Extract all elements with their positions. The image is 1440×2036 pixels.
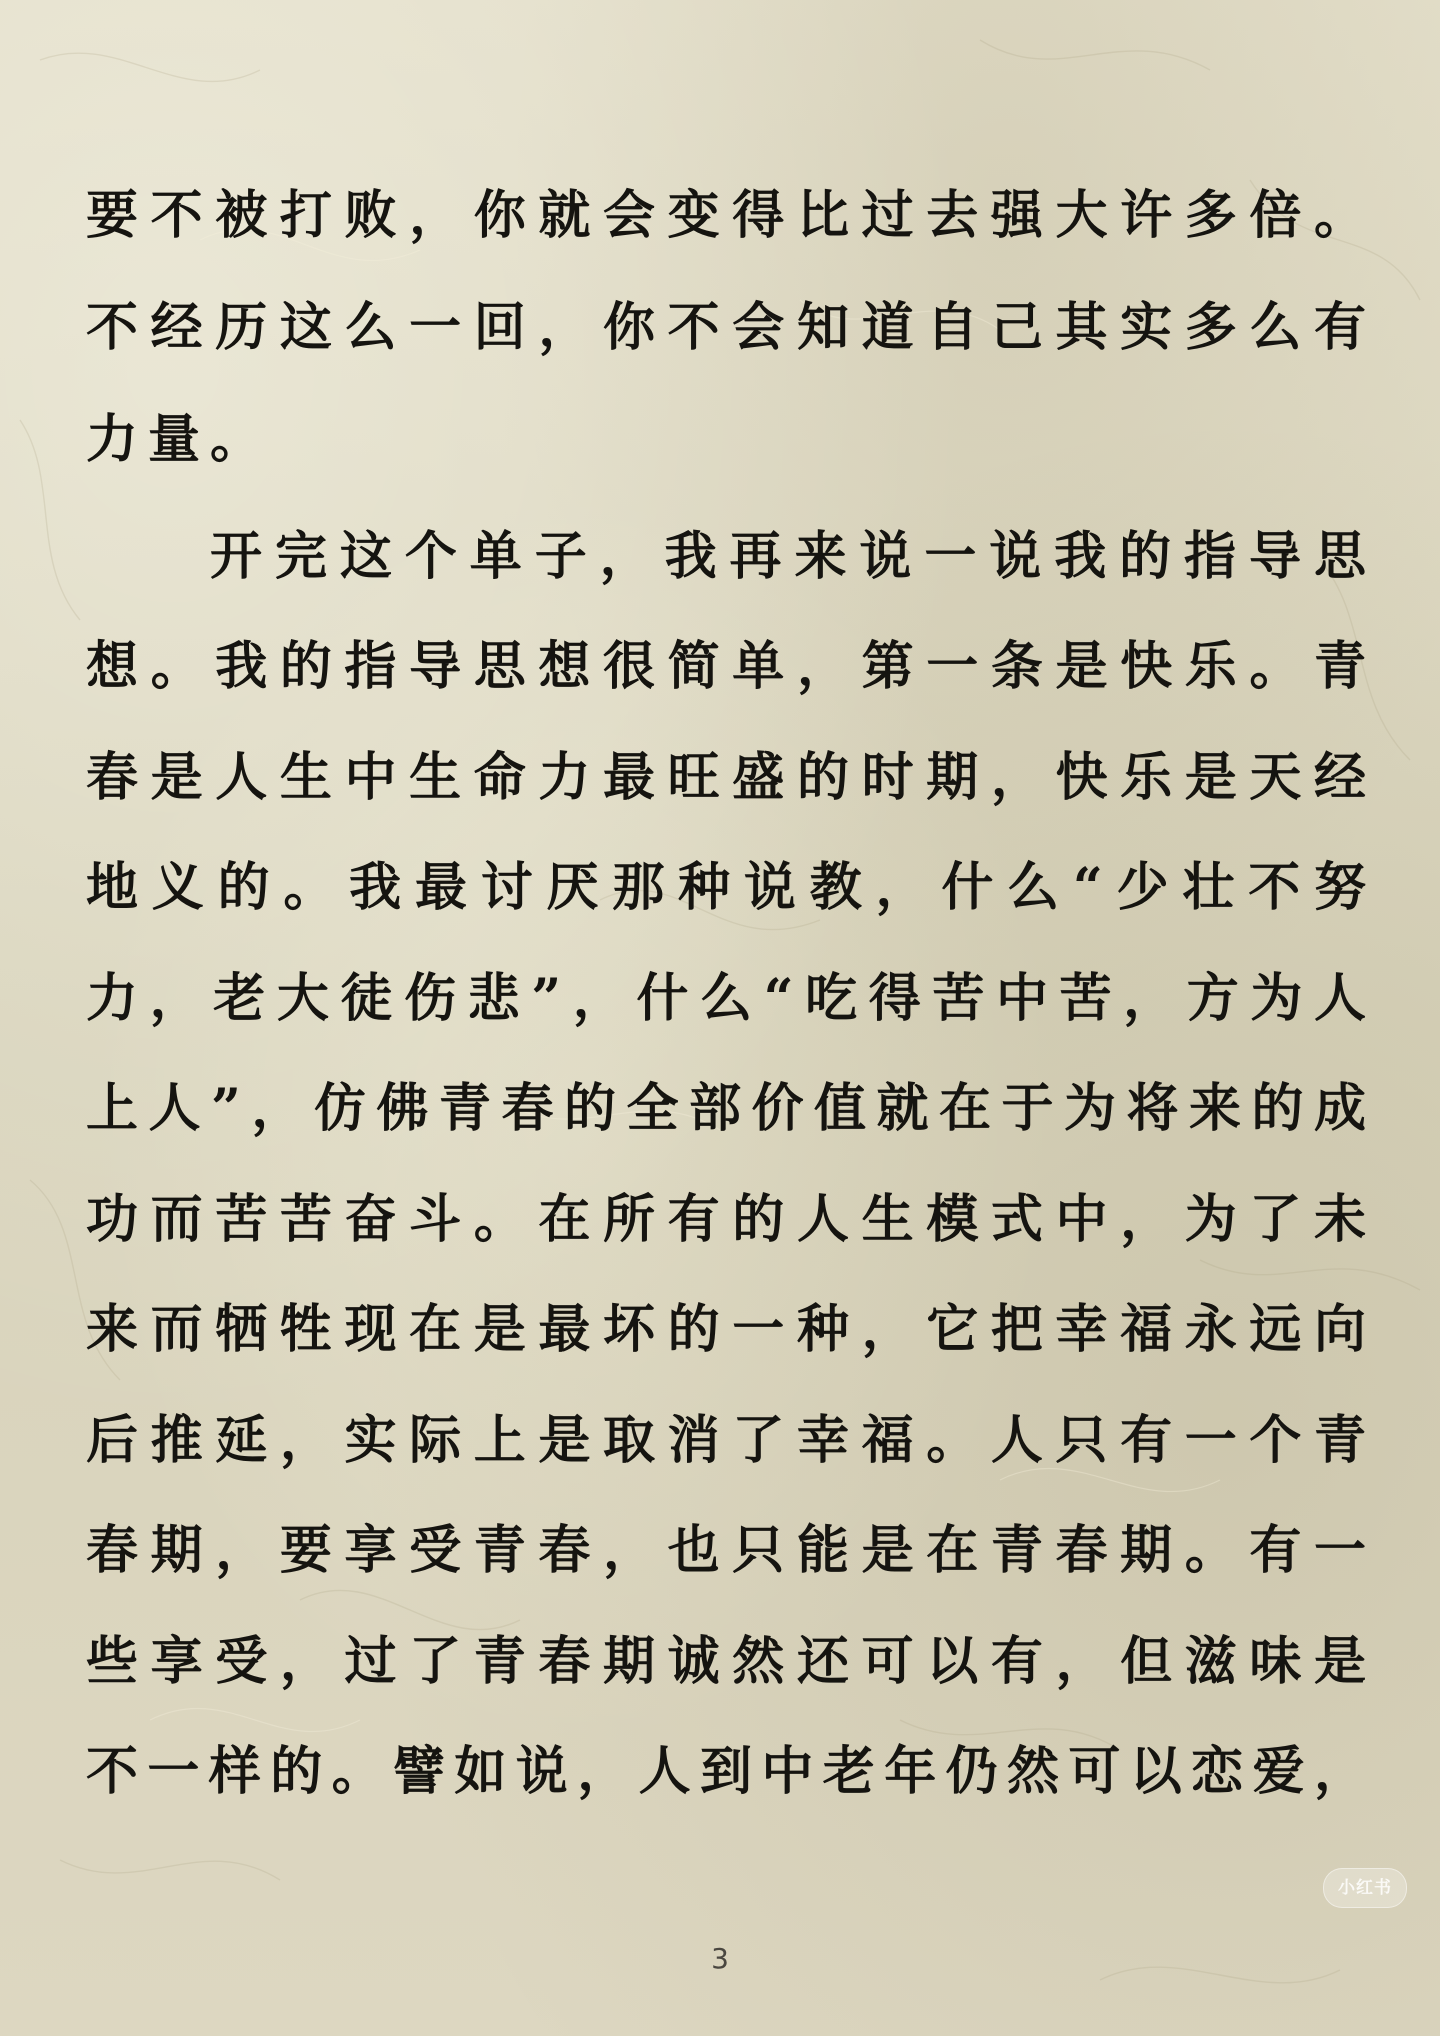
text-line: 地义的。我最讨厌那种说教，什么“少壮不努: [86, 857, 1366, 918]
text-line: 想。我的指导思想很简单，第一条是快乐。青: [86, 636, 1366, 697]
text-line: 要不被打败，你就会变得比过去强大许多倍。: [86, 185, 1366, 246]
text-line: 后推延，实际上是取消了幸福。人只有一个青: [86, 1410, 1366, 1471]
text-line: 春是人生中生命力最旺盛的时期，快乐是天经: [86, 747, 1366, 808]
page-number: 3: [711, 1942, 729, 1975]
text-line: 上人”，仿佛青春的全部价值就在于为将来的成: [86, 1078, 1366, 1139]
text-line: 功而苦苦奋斗。在所有的人生模式中，为了未: [86, 1189, 1366, 1250]
xiaohongshu-watermark: 小红书: [1323, 1868, 1407, 1908]
text-line: 不一样的。譬如说，人到中老年仍然可以恋爱，: [86, 1741, 1366, 1802]
text-line: 力，老大徒伤悲”，什么“吃得苦中苦，方为人: [86, 968, 1366, 1029]
text-line: 春期，要享受青春，也只能是在青春期。有一: [86, 1520, 1366, 1581]
text-line: 不经历这么一回，你不会知道自己其实多么有: [86, 297, 1366, 358]
text-line: 来而牺牲现在是最坏的一种，它把幸福永远向: [86, 1299, 1366, 1360]
text-line: 力量。: [86, 409, 273, 470]
paragraph-first-line: 开完这个单子，我再来说一说我的指导思: [210, 526, 1366, 587]
text-line: 些享受，过了青春期诚然还可以有，但滋味是: [86, 1631, 1366, 1692]
